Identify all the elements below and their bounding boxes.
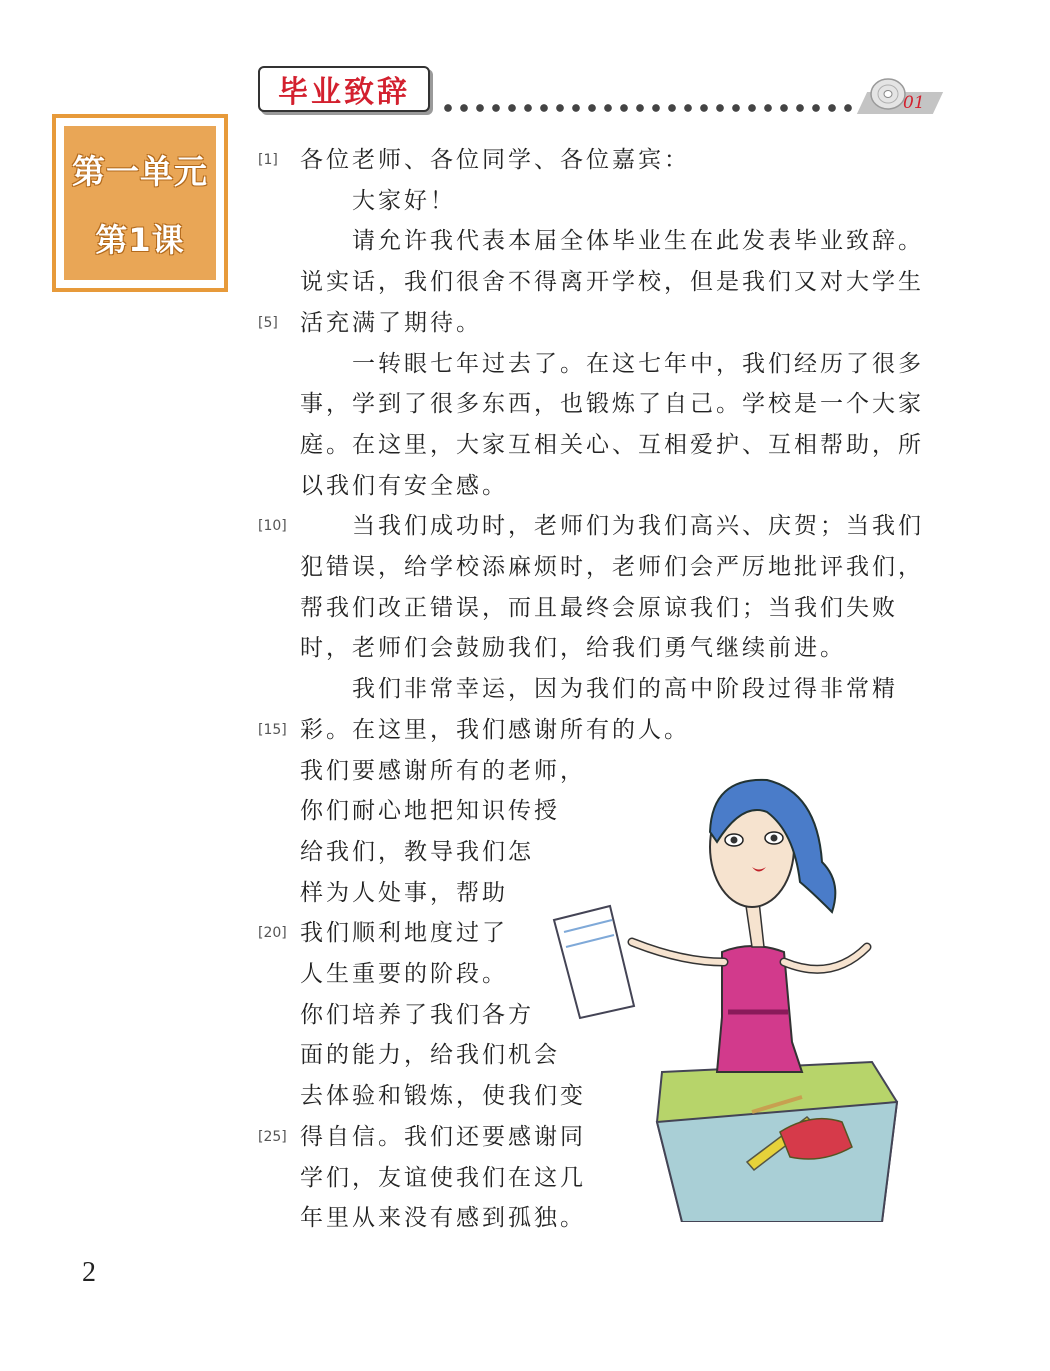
text-line: 庭。在这里，大家互相关心、互相爱护、互相帮助，所 xyxy=(300,432,924,458)
text-line: 你们培养了我们各方 xyxy=(300,1002,534,1028)
text-line: 以我们有安全感。 xyxy=(300,473,508,499)
line-number: [25] xyxy=(258,1129,287,1145)
cd-icon xyxy=(868,76,908,112)
text-line: 我们非常幸运，因为我们的高中阶段过得非常精 xyxy=(352,676,898,702)
lesson-title: 毕业致辞 xyxy=(278,75,410,110)
text-line: 事，学到了很多东西，也锻炼了自己。学校是一个大家 xyxy=(300,391,924,417)
text-line: 请允许我代表本届全体毕业生在此发表毕业致辞。 xyxy=(352,228,924,254)
unit-label-box xyxy=(52,114,228,292)
line-number: [1] xyxy=(258,152,278,168)
text-line: 去体验和锻炼，使我们变 xyxy=(300,1083,586,1109)
text-line: 得自信。我们还要感谢同 xyxy=(300,1124,586,1150)
lesson-title-box xyxy=(258,66,430,112)
text-line: 一转眼七年过去了。在这七年中，我们经历了很多 xyxy=(352,351,924,377)
text-line: 彩。在这里，我们感谢所有的人。 xyxy=(300,717,690,743)
text-line: 各位老师、各位同学、各位嘉宾： xyxy=(300,147,690,173)
text-line: 犯错误，给学校添麻烦时，老师们会严厉地批评我们， xyxy=(300,554,924,580)
lesson-number: 01 xyxy=(903,93,925,113)
teacher-illustration xyxy=(552,772,932,1222)
text-line: 当我们成功时，老师们为我们高兴、庆贺；当我们 xyxy=(352,513,924,539)
text-line: 学们，友谊使我们在这几 xyxy=(300,1165,586,1191)
text-line: 样为人处事，帮助 xyxy=(300,880,508,906)
dotted-divider xyxy=(440,103,860,113)
text-line: 面的能力，给我们机会 xyxy=(300,1042,560,1068)
text-line: 我们顺利地度过了 xyxy=(300,920,508,946)
text-line: 人生重要的阶段。 xyxy=(300,961,508,987)
unit-name: 第一单元 xyxy=(72,151,208,191)
text-line: 活充满了期待。 xyxy=(300,310,482,336)
line-number: [5] xyxy=(258,315,278,331)
text-line: 我们要感谢所有的老师， xyxy=(300,758,586,784)
text-line: 大家好！ xyxy=(352,188,456,214)
text-line: 时，老师们会鼓励我们，给我们勇气继续前进。 xyxy=(300,635,846,661)
line-number: [10] xyxy=(258,518,287,534)
page-number: 2 xyxy=(82,1257,96,1288)
unit-label-inner xyxy=(64,126,216,280)
text-line: 年里从来没有感到孤独。 xyxy=(300,1205,586,1231)
text-line: 帮我们改正错误，而且最终会原谅我们；当我们失败 xyxy=(300,595,898,621)
line-number: [15] xyxy=(258,722,287,738)
lesson-name: 第1课 xyxy=(95,220,185,259)
line-number: [20] xyxy=(258,925,287,941)
text-line: 说实话，我们很舍不得离开学校，但是我们又对大学生 xyxy=(300,269,924,295)
text-line: 给我们，教导我们怎 xyxy=(300,839,534,865)
text-line: 你们耐心地把知识传授 xyxy=(300,798,560,824)
